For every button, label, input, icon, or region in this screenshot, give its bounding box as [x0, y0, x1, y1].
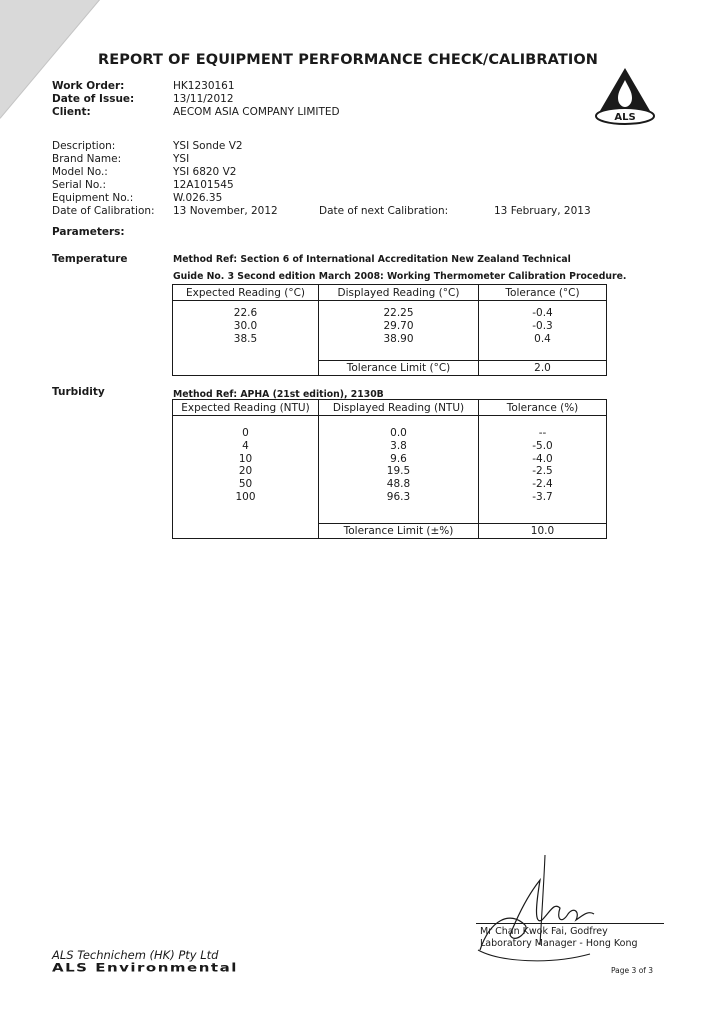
temperature-header-displayed: Displayed Reading (°C) — [319, 285, 479, 301]
temperature-method-line2: Guide No. 3 Second edition March 2008: Working Thermometer Calibration Procedure. — [173, 271, 627, 282]
turbidity-displayed-cell — [319, 416, 479, 524]
logo-text: ALS — [614, 112, 636, 123]
temperature-limit-blank — [173, 360, 319, 375]
temperature-tolerance-value: 0.4 — [534, 332, 551, 345]
turbidity-tolerance-cell — [479, 416, 607, 524]
turbidity-displayed-value: 19.5 — [386, 465, 411, 478]
turbidity-expected-value: 10 — [238, 452, 253, 465]
brand-label: Brand Name: — [52, 153, 122, 165]
temperature-header-tolerance: Tolerance (°C) — [479, 285, 607, 301]
equipment-no-value: W.026.35 — [173, 192, 223, 204]
temperature-expected-cell — [173, 301, 319, 361]
brand-value: YSI — [173, 153, 190, 165]
signature-icon — [470, 850, 620, 970]
temperature-data-row — [173, 301, 607, 361]
turbidity-method: Method Ref: APHA (21st edition), 2130B — [173, 389, 384, 400]
turbidity-header-tolerance: Tolerance (%) — [479, 400, 607, 416]
turbidity-table — [172, 399, 607, 539]
temperature-tolerance-value: -0.4 — [532, 307, 553, 319]
model-value: YSI 6820 V2 — [173, 166, 237, 178]
turbidity-displayed-value: 0.0 — [390, 427, 407, 439]
turbidity-tolerance-value: -3.7 — [532, 490, 553, 503]
work-order-label: Work Order: — [52, 80, 125, 92]
temperature-table — [172, 284, 607, 376]
signatory-name: Mr Chan Kwok Fai, Godfrey — [480, 926, 608, 937]
turbidity-expected-value: 20 — [238, 465, 253, 478]
turbidity-displayed-value: 9.6 — [390, 452, 407, 465]
description-value: YSI Sonde V2 — [173, 140, 243, 152]
turbidity-expected-value: 0 — [242, 427, 249, 439]
serial-label: Serial No.: — [52, 179, 107, 191]
turbidity-header-displayed: Displayed Reading (NTU) — [319, 400, 479, 416]
als-logo-icon — [594, 66, 656, 126]
serial-value: 12A101545 — [173, 179, 234, 191]
turbidity-displayed-value: 48.8 — [386, 478, 411, 491]
next-calibration-label: Date of next Calibration: — [319, 205, 449, 217]
calibration-date-label: Date of Calibration: — [52, 205, 155, 217]
page-number: Page 3 of 3 — [611, 966, 654, 975]
temperature-expected-value: 22.6 — [233, 307, 258, 319]
temperature-header-row — [173, 285, 607, 301]
parameters-label: Parameters: — [52, 226, 125, 238]
issue-date-label: Date of Issue: — [52, 93, 135, 105]
temperature-limit-row — [173, 360, 607, 375]
temperature-method-line1: Method Ref: Section 6 of International Accreditation New Zealand Technical — [173, 254, 571, 265]
report-title: REPORT OF EQUIPMENT PERFORMANCE CHECK/CALIBRATION — [98, 52, 598, 68]
turbidity-limit-row — [173, 523, 607, 538]
company-name: ALS Technichem (HK) Pty Ltd — [52, 948, 219, 962]
temperature-displayed-value: 22.25 — [383, 307, 414, 319]
turbidity-limit-blank — [173, 523, 319, 538]
turbidity-tolerance-value: -4.0 — [532, 452, 553, 465]
turbidity-expected-value: 100 — [235, 490, 256, 503]
turbidity-header-expected: Expected Reading (NTU) — [173, 400, 319, 416]
equipment-no-label: Equipment No.: — [52, 192, 134, 204]
description-label: Description: — [52, 140, 116, 152]
signature-line — [476, 923, 664, 924]
turbidity-tolerance-value: -2.4 — [532, 478, 553, 491]
turbidity-expected-value: 4 — [242, 439, 249, 452]
temperature-displayed-value: 38.90 — [383, 332, 414, 345]
turbidity-expected-value: 50 — [238, 478, 253, 491]
temperature-header-expected: Expected Reading (°C) — [173, 285, 319, 301]
calibration-date-value: 13 November, 2012 — [173, 205, 278, 217]
turbidity-data-row — [173, 416, 607, 524]
temperature-expected-value: 30.0 — [233, 319, 258, 332]
temperature-tolerance-value: -0.3 — [532, 319, 553, 332]
model-label: Model No.: — [52, 166, 108, 178]
turbidity-tolerance-value: -- — [538, 427, 547, 439]
signatory-role: Laboratory Manager - Hong Kong — [480, 938, 638, 949]
temperature-displayed-cell — [319, 301, 479, 361]
temperature-limit-value: 2.0 — [479, 360, 607, 375]
turbidity-header-row — [173, 400, 607, 416]
client-label: Client: — [52, 106, 91, 118]
temperature-tolerance-cell — [479, 301, 607, 361]
client-value: AECOM ASIA COMPANY LIMITED — [173, 106, 340, 118]
turbidity-displayed-value: 96.3 — [386, 490, 411, 503]
temperature-displayed-value: 29.70 — [383, 319, 414, 332]
temperature-label: Temperature — [52, 253, 128, 265]
turbidity-label: Turbidity — [52, 386, 105, 398]
temperature-expected-value: 38.5 — [233, 332, 258, 345]
work-order-value: HK1230161 — [173, 80, 235, 92]
turbidity-limit-value: 10.0 — [479, 523, 607, 538]
turbidity-tolerance-value: -2.5 — [532, 465, 553, 478]
turbidity-limit-label: Tolerance Limit (±%) — [319, 523, 479, 538]
issue-date-value: 13/11/2012 — [173, 93, 234, 105]
turbidity-expected-cell — [173, 416, 319, 524]
next-calibration-value: 13 February, 2013 — [494, 205, 591, 217]
company-brand: ALS Environmental — [52, 961, 238, 975]
turbidity-tolerance-value: -5.0 — [532, 439, 553, 452]
temperature-limit-label: Tolerance Limit (°C) — [319, 360, 479, 375]
turbidity-displayed-value: 3.8 — [390, 439, 407, 452]
